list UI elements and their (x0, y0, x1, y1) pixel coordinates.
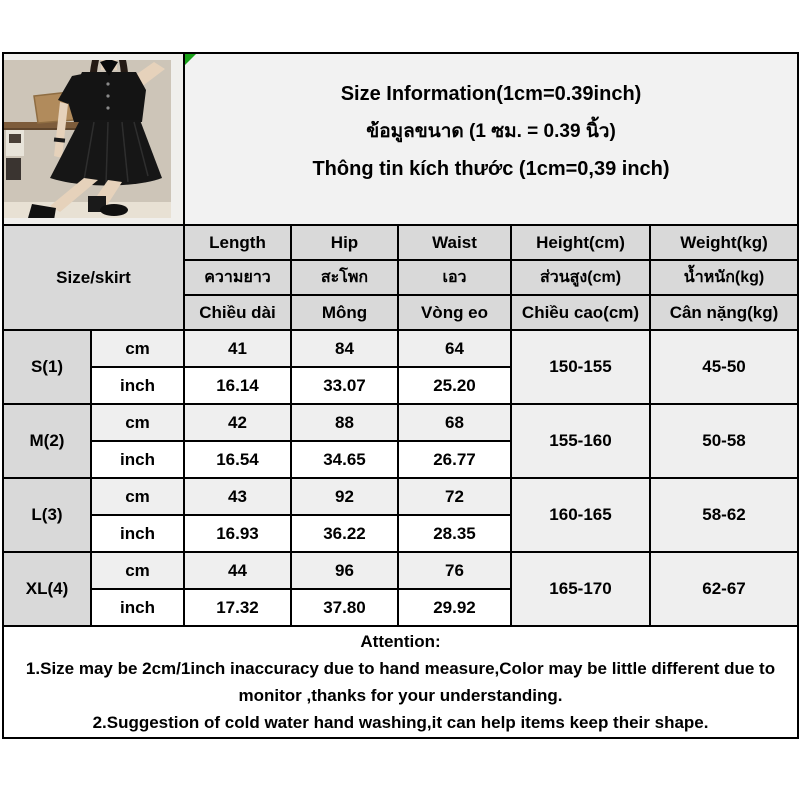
height-range-cell: 160-165 (511, 478, 650, 552)
table-cell: 92 (291, 478, 398, 515)
table-cell: 33.07 (291, 367, 398, 404)
table-row-m-cm (3, 404, 798, 441)
table-cell: 37.80 (291, 589, 398, 626)
unit-label: inch (91, 515, 184, 552)
table-cell: 16.54 (184, 441, 291, 478)
weight-range-cell: 50-58 (650, 404, 798, 478)
table-cell: 25.20 (398, 367, 511, 404)
weight-range-cell: 62-67 (650, 552, 798, 626)
table-cell: 26.77 (398, 441, 511, 478)
size-label: M(2) (3, 404, 91, 478)
col-header-length-th: ความยาว (184, 260, 291, 295)
table-cell: 72 (398, 478, 511, 515)
table-row-xl-cm (3, 552, 798, 589)
col-header-hip-th: สะโพก (291, 260, 398, 295)
col-header-hip-vi: Mông (291, 295, 398, 330)
size-label: S(1) (3, 330, 91, 404)
col-header-height-vi: Chiều cao(cm) (511, 295, 650, 330)
size-label: XL(4) (3, 552, 91, 626)
table-cell: 16.93 (184, 515, 291, 552)
product-photo (4, 60, 171, 218)
col-header-hip: Hip (291, 225, 398, 260)
height-range-cell: 155-160 (511, 404, 650, 478)
unit-label: cm (91, 330, 184, 367)
col-header-waist-vi: Vòng eo (398, 295, 511, 330)
table-cell: 84 (291, 330, 398, 367)
col-header-weight: Weight(kg) (650, 225, 798, 260)
table-cell: 28.35 (398, 515, 511, 552)
attention-line-2: 2.Suggestion of cold water hand washing,it can help items keep their shape. (92, 713, 709, 732)
weight-range-cell: 58-62 (650, 478, 798, 552)
col-header-weight-th: น้ำหนัก(kg) (650, 260, 798, 295)
col-header-waist: Waist (398, 225, 511, 260)
table-row-s-cm (3, 330, 798, 367)
title-block (185, 75, 797, 187)
table-cell: 36.22 (291, 515, 398, 552)
unit-label: cm (91, 552, 184, 589)
table-cell: 64 (398, 330, 511, 367)
table-cell: 42 (184, 404, 291, 441)
header-row-english (3, 225, 798, 260)
size-table (2, 52, 799, 739)
attention-heading: Attention: (360, 632, 441, 651)
col-header-waist-th: เอว (398, 260, 511, 295)
table-cell: 96 (291, 552, 398, 589)
unit-label: cm (91, 478, 184, 515)
title-cell (184, 53, 798, 225)
table-cell: 41 (184, 330, 291, 367)
unit-label: inch (91, 589, 184, 626)
table-cell: 34.65 (291, 441, 398, 478)
unit-label: cm (91, 404, 184, 441)
photo-title-row (3, 53, 798, 225)
attention-row (3, 626, 798, 738)
unit-label: inch (91, 367, 184, 404)
product-photo-cell (3, 53, 184, 225)
table-cell: 76 (398, 552, 511, 589)
col-header-weight-vi: Cân nặng(kg) (650, 295, 798, 330)
table-cell: 43 (184, 478, 291, 515)
table-cell: 44 (184, 552, 291, 589)
attention-line-1: 1.Size may be 2cm/1inch inaccuracy due to hand measure,Color may be little different due to monitor ,thanks for your understanding. (25, 659, 776, 705)
table-cell: 68 (398, 404, 511, 441)
col-header-length-vi: Chiều dài (184, 295, 291, 330)
corner-label: Size/skirt (3, 225, 184, 330)
table-cell: 29.92 (398, 589, 511, 626)
height-range-cell: 165-170 (511, 552, 650, 626)
col-header-height: Height(cm) (511, 225, 650, 260)
attention-note (3, 626, 798, 738)
col-header-length: Length (184, 225, 291, 260)
table-cell: 17.32 (184, 589, 291, 626)
unit-label: inch (91, 441, 184, 478)
table-cell: 88 (291, 404, 398, 441)
col-header-height-th: ส่วนสูง(cm) (511, 260, 650, 295)
height-range-cell: 150-155 (511, 330, 650, 404)
title-thai: ข้อมูลขนาด (1 ซม. = 0.39 นิ้ว) (366, 121, 616, 142)
title-english: Size Information(1cm=0.39inch) (340, 83, 642, 105)
weight-range-cell: 45-50 (650, 330, 798, 404)
size-label: L(3) (3, 478, 91, 552)
table-cell: 16.14 (184, 367, 291, 404)
green-corner-marker (185, 54, 196, 65)
table-row-l-cm (3, 478, 798, 515)
title-vietnamese: Thông tin kích thước (1cm=0,39 inch) (312, 158, 670, 180)
